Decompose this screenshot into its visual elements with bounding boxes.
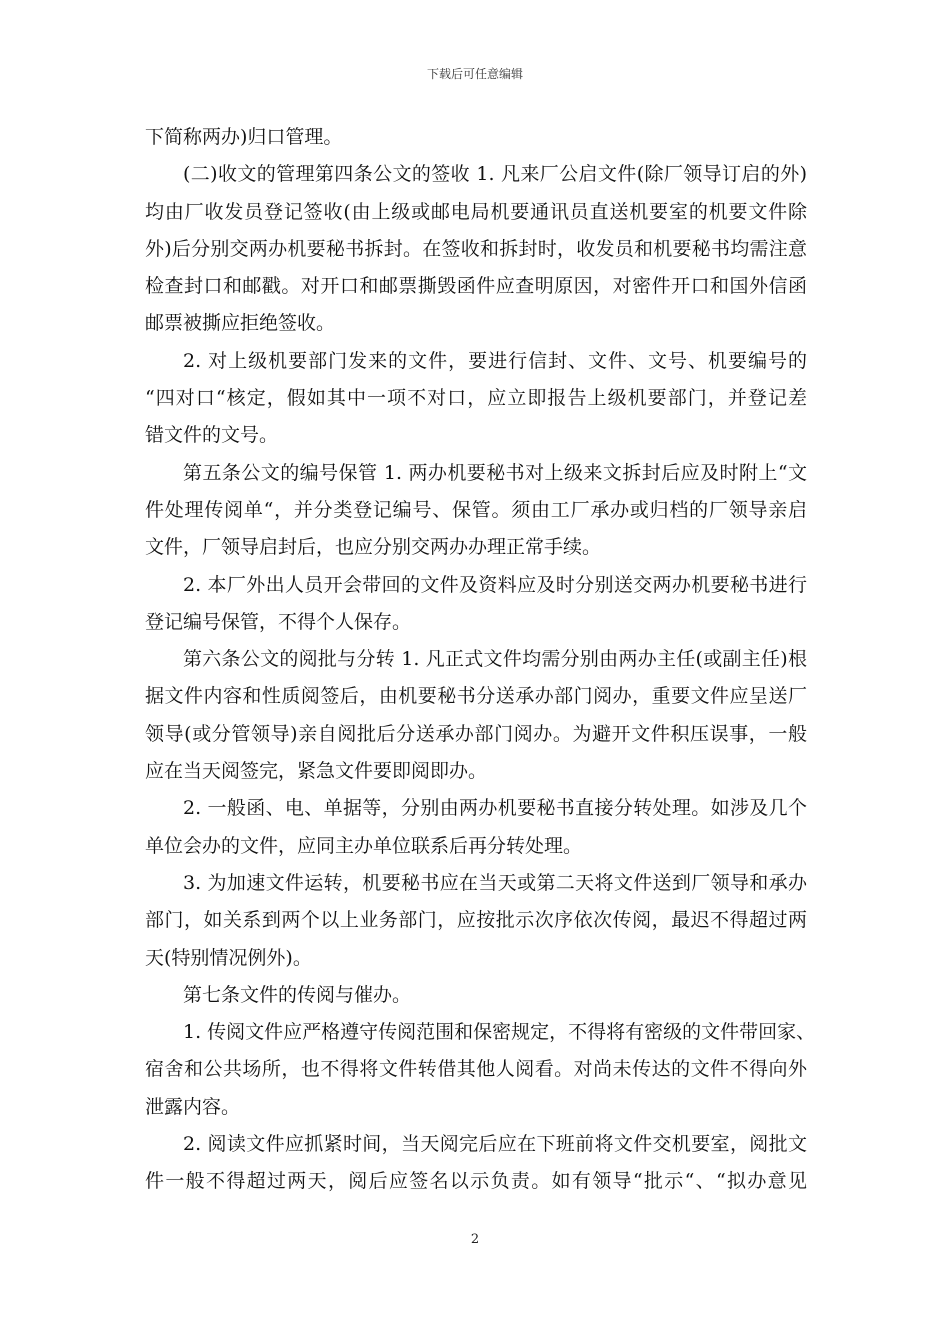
- text-line: 邮票被撕应拒绝签收。: [145, 312, 336, 335]
- text-line: 外)后分别交两办机要秘书拆封。在签收和拆封时，收发员和机要秘书均需注意: [145, 237, 807, 260]
- paragraph: [145, 343, 807, 455]
- text-line: 据文件内容和性质阅签后，由机要秘书分送承办部门阅办，重要文件应呈送厂: [145, 685, 807, 708]
- paragraph: [145, 977, 807, 1014]
- text-line: 应在当天阅签完，紧急文件要即阅即办。: [145, 760, 488, 783]
- text-line: 部门，如关系到两个以上业务部门，应按批示次序依次传阅，最迟不得超过两: [145, 909, 807, 932]
- text-line: 2. 本厂外出人员开会带回的文件及资料应及时分别送交两办机要秘书进行: [183, 573, 807, 596]
- document-body: [145, 119, 816, 1201]
- paragraph: [145, 1126, 807, 1201]
- paragraph: [145, 641, 807, 790]
- text-line: 错文件的文号。: [145, 424, 279, 447]
- text-line: 3. 为加速文件运转，机要秘书应在当天或第二天将文件送到厂领导和承办: [183, 871, 807, 894]
- paragraph: [145, 865, 807, 977]
- text-line: 下简称两办)归口管理。: [145, 126, 343, 148]
- text-line: 2. 对上级机要部门发来的文件，要进行信封、文件、文号、机要编号的: [183, 349, 807, 372]
- text-line: 件处理传阅单“，并分类登记编号、保管。须由工厂承办或归档的厂领导亲启: [145, 498, 807, 521]
- text-line: 宿舍和公共场所，也不得将文件转借其他人阅看。对尚未传达的文件不得向外: [145, 1058, 807, 1081]
- paragraph: [145, 790, 807, 865]
- text-line: 2. 一般函、电、单据等，分别由两办机要秘书直接分转处理。如涉及几个: [183, 797, 807, 820]
- text-line: (二)收文的管理第四条公文的签收 1. 凡来厂公启文件(除厂领导订启的外): [183, 163, 807, 186]
- paragraph: [145, 156, 807, 342]
- text-line: 件一般不得超过两天，阅后应签名以示负责。如有领导“批示“、“拟办意见: [145, 1170, 807, 1193]
- text-line: 1. 传阅文件应严格遵守传阅范围和保密规定，不得将有密级的文件带回家、: [183, 1021, 816, 1044]
- page-header: 下载后可任意编辑: [426, 67, 523, 81]
- text-line: 文件，厂领导启封后，也应分别交两办办理正常手续。: [145, 536, 602, 559]
- paragraph: [145, 119, 807, 156]
- text-line: 天(特别情况例外)。: [145, 946, 312, 969]
- text-line: 领导(或分管领导)亲自阅批后分送承办部门阅办。为避开文件积压误事，一般: [145, 722, 807, 745]
- text-line: 均由厂收发员登记签收(由上级或邮电局机要通讯员直送机要室的机要文件除: [145, 200, 807, 223]
- page-number: 2: [470, 1232, 480, 1247]
- text-line: “四对口“核定，假如其中一项不对口，应立即报告上级机要部门，并登记差: [145, 387, 807, 410]
- text-line: 第七条文件的传阅与催办。: [183, 983, 412, 1006]
- paragraph: [145, 455, 807, 567]
- paragraph: [145, 1014, 816, 1126]
- text-line: 泄露内容。: [145, 1095, 241, 1118]
- text-line: 第五条公文的编号保管 1. 两办机要秘书对上级来文拆封后应及时附上“文: [183, 461, 807, 484]
- paragraph: [145, 567, 807, 642]
- text-line: 第六条公文的阅批与分转 1. 凡正式文件均需分别由两办主任(或副主任)根: [183, 648, 807, 671]
- text-line: 检查封口和邮戳。对开口和邮票撕毁函件应查明原因，对密件开口和国外信函: [145, 275, 807, 298]
- text-line: 登记编号保管，不得个人保存。: [145, 610, 412, 633]
- text-line: 单位会办的文件，应同主办单位联系后再分转处理。: [145, 834, 583, 857]
- text-line: 2. 阅读文件应抓紧时间，当天阅完后应在下班前将文件交机要室，阅批文: [183, 1133, 807, 1156]
